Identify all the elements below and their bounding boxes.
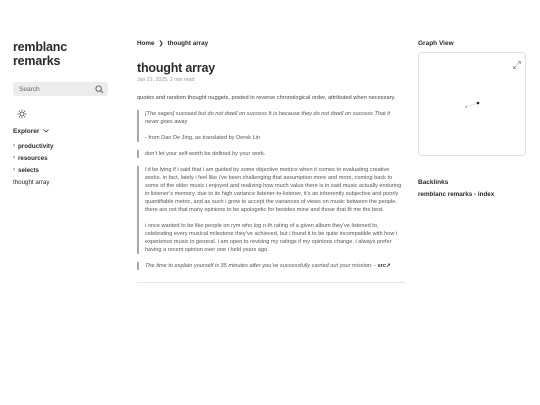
article-intro: quotes and random thought nuggets, posted in reverse chronological order, attributed when necessary. — [137, 95, 396, 101]
breadcrumb-separator: ❯ — [158, 41, 164, 47]
folder-label: resources — [18, 154, 48, 162]
chevron-right-icon: › — [13, 167, 15, 173]
page-title: thought array — [137, 61, 215, 75]
chevron-right-icon: › — [13, 155, 15, 161]
right-sidebar — [418, 40, 526, 198]
search-placeholder: Search — [19, 85, 40, 93]
backlinks-title: Backlinks — [418, 179, 449, 186]
breadcrumb — [137, 40, 405, 47]
search-bar[interactable] — [13, 82, 108, 96]
article-meta: Jan 22, 2025, 2 min read — [137, 77, 195, 83]
explorer-list — [13, 140, 113, 188]
blockquote — [137, 262, 405, 270]
folder-label: selects — [18, 166, 39, 174]
breadcrumb-home[interactable]: Home — [137, 40, 155, 47]
graph-view-title: Graph View — [418, 40, 454, 47]
folder-selects[interactable] — [13, 164, 113, 176]
quote-attribution: - from Dao De Jing, as translated by Derek Lin — [145, 135, 261, 141]
expand-icon[interactable] — [513, 56, 521, 64]
quote-text: don’t let your self-worth be defined by your work. — [145, 151, 266, 157]
main-content — [137, 40, 405, 283]
explorer-label: Explorer — [13, 128, 40, 135]
quote-paragraph: i once wanted to be like people on rym who log n-th rating of a given album they’ve listened to, celebrating every musical milestone they’ve achieved, but i found it to be quite incompatible with how i experience music in general. i am open to revising my ratings if my opinions change. i always prefer having a recent opinion over one i held years ago. — [145, 223, 398, 253]
quote-text — [145, 262, 405, 270]
file-thought-array[interactable]: thought array — [13, 178, 50, 186]
chevron-right-icon: › — [13, 143, 15, 149]
left-sidebar — [13, 40, 113, 188]
site-title[interactable]: remblanc remarks — [13, 40, 67, 68]
folder-productivity[interactable] — [13, 140, 113, 152]
quote-text-body: The time to explain yourself is 35 minutes after you’ve successfully carried out your mission. - — [145, 263, 376, 269]
blockquote — [137, 150, 405, 158]
quote-paragraph: i’d be lying if i said that i am guided by some objective metrics when it comes to evaluating creative works. in fact, lately i feel like i’ve been challenging that assumption more and more, coming back to some of the older music i enjoyed and realizing how much value there is in said music actually enduring in listener’s memory. due to its high variance listener-to-listener, it’s an inherently subjective and poorly quantifiable metric, and as such i grew to accept the variances of views on music between the people. there are not that many opinions to be apologetic for besides mine and those that fit me the best. — [145, 167, 402, 213]
chevron-down-icon — [43, 128, 49, 135]
folder-label: productivity — [18, 142, 54, 150]
sun-icon[interactable] — [17, 106, 27, 116]
blockquote — [137, 110, 405, 142]
search-icon[interactable] — [95, 85, 104, 94]
graph-view[interactable] — [418, 52, 526, 156]
breadcrumb-current: thought array — [167, 40, 209, 47]
backlink-item[interactable]: remblanc remarks - index — [418, 191, 495, 198]
explorer-toggle[interactable] — [13, 128, 113, 135]
quote-text: [The sages] succeed but do not dwell on success It is because they do not dwell on success That it never goes away — [145, 111, 391, 125]
blockquote — [137, 166, 405, 254]
graph-canvas[interactable] — [419, 53, 525, 155]
folder-resources[interactable] — [13, 152, 113, 164]
divider — [137, 282, 405, 283]
source-link[interactable]: src↗ — [377, 263, 391, 269]
